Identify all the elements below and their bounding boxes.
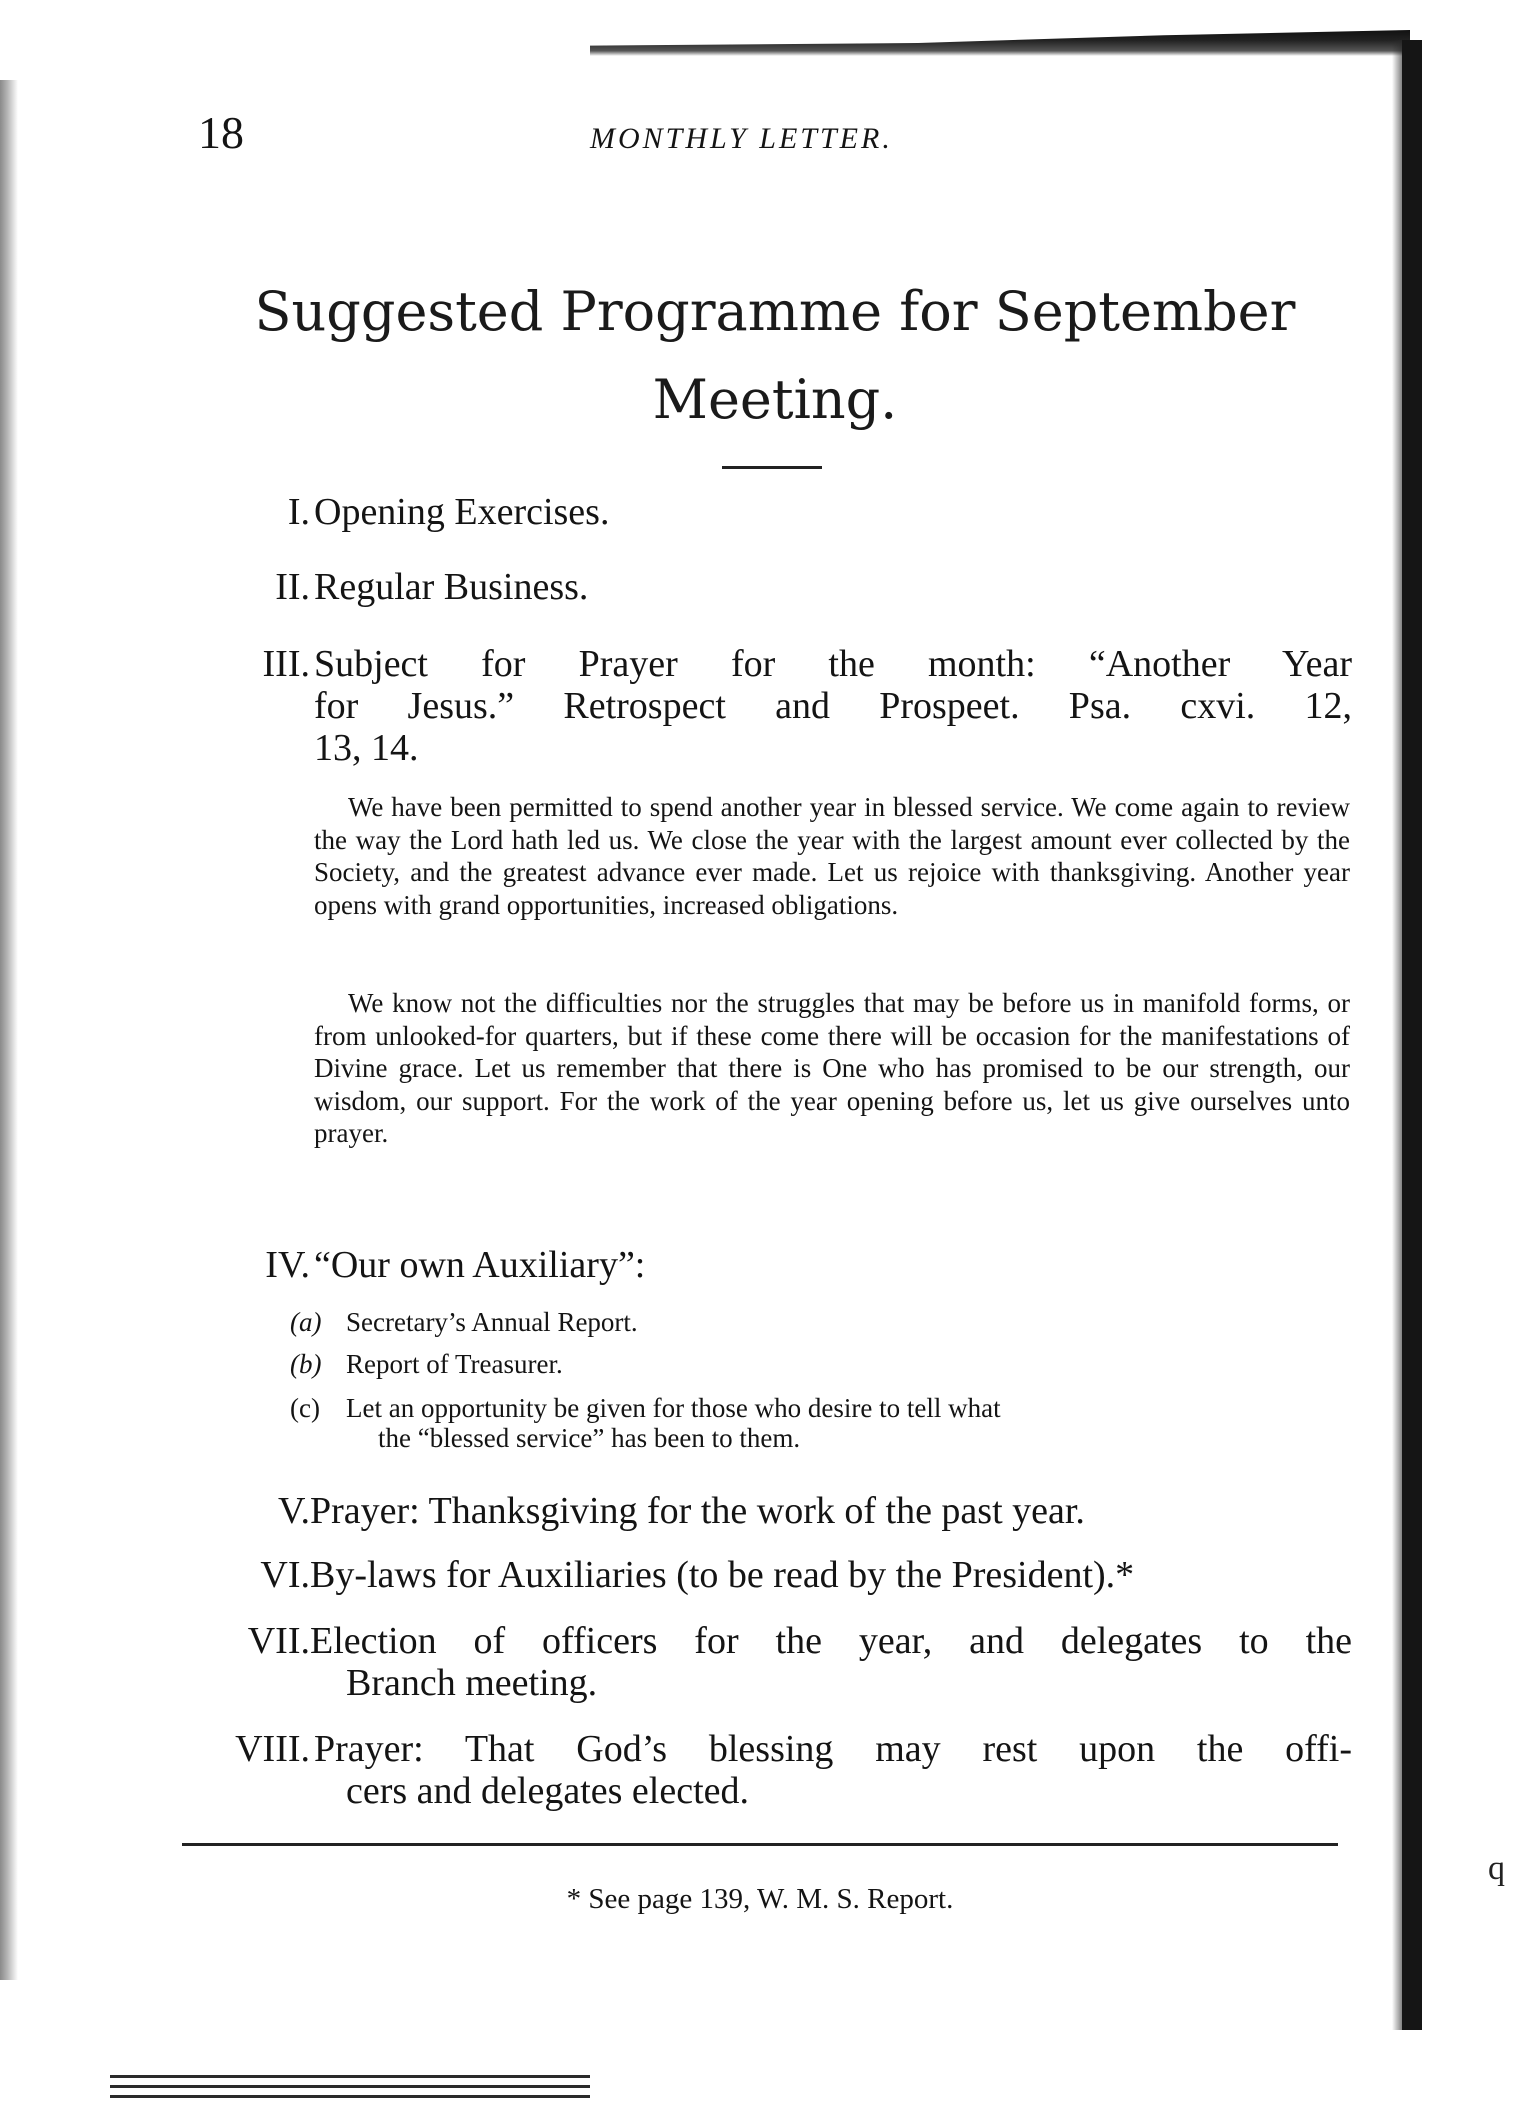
sub-item-text-line-2: the “blessed service” has been to them. — [378, 1423, 801, 1453]
scan-top-edge-shadow — [590, 30, 1410, 56]
scan-left-edge — [0, 80, 18, 1980]
scan-bottom-lines — [110, 2075, 590, 2105]
item-text: Regular Business. — [314, 566, 589, 608]
sub-item-text: Report of Treasurer. — [346, 1349, 563, 1379]
item-number: VIII. — [235, 1728, 310, 1770]
footnote-rule — [182, 1843, 1338, 1846]
sub-item-text-line-1: Let an opportunity be given for those who desire to tell what — [346, 1393, 1001, 1423]
page-title — [200, 268, 1350, 444]
scan-right-edge — [1402, 40, 1422, 2030]
item-number: V. — [277, 1490, 310, 1532]
item-text: By-laws for Auxiliaries (to be read by the President).* — [310, 1554, 1135, 1596]
item-number: II. — [275, 566, 310, 608]
sub-item-text: Secretary’s Annual Report. — [346, 1307, 638, 1337]
item-text-line-2: Branch meeting. — [346, 1662, 598, 1704]
item-text: Opening Exercises. — [314, 491, 610, 533]
item-text-line-2: cers and delegates elected. — [346, 1770, 749, 1812]
footnote: * See page 139, W. M. S. Report. — [566, 1883, 954, 1915]
item-number: IV. — [265, 1244, 310, 1286]
item-text-line-1: Prayer: That God’s blessing may rest upon the offi- — [314, 1728, 1352, 1770]
title-line-1: Suggested Programme for September — [254, 280, 1296, 343]
item-number: I. — [287, 491, 310, 533]
title-line-2: Meeting. — [652, 368, 898, 431]
item-number: III. — [262, 643, 310, 685]
sub-item-label: (b) — [290, 1349, 322, 1379]
title-rule — [722, 466, 822, 469]
item-number: VI. — [260, 1554, 310, 1596]
paragraph-1: We have been permitted to spend another year in blessed service. We come again to review the way the Lord hath led us. We close the year with the largest amount ever collected by the Society, and the greatest advance ever made. Let us rejoice with thanksgiving. Another year opens with grand opportunities, increased obligations. — [314, 792, 1350, 920]
item-number: VII. — [247, 1620, 310, 1662]
paragraph-2: We know not the difficulties nor the struggles that may be before us in manifold forms, or from unlooked-for quarters, but if these come there will be occasion for the manifestations of Divine grace. Let us remember that there is One who has promised to be our strength, our wisdom, our support. For the work of the year opening before us, let us give ourselves unto prayer. — [314, 988, 1350, 1148]
item-text-line-1: Election of officers for the year, and delegates to the — [310, 1620, 1352, 1662]
sub-item-label: (c) — [290, 1393, 320, 1423]
item-text-line-1: Subject for Prayer for the month: “Another Year — [314, 643, 1352, 685]
sub-item-label: (a) — [290, 1307, 322, 1337]
running-head: MONTHLY LETTER. — [590, 122, 893, 155]
item-text: Prayer: Thanksgiving for the work of the past year. — [310, 1490, 1085, 1532]
item-text-line-3: 13, 14. — [314, 727, 419, 769]
margin-mark: q — [1488, 1850, 1505, 1887]
item-text-line-2: for Jesus.” Retrospect and Prospeet. Psa. cxvi. 12, — [314, 685, 1352, 727]
page-number: 18 — [198, 107, 244, 158]
item-text: “Our own Auxiliary”: — [314, 1244, 646, 1286]
